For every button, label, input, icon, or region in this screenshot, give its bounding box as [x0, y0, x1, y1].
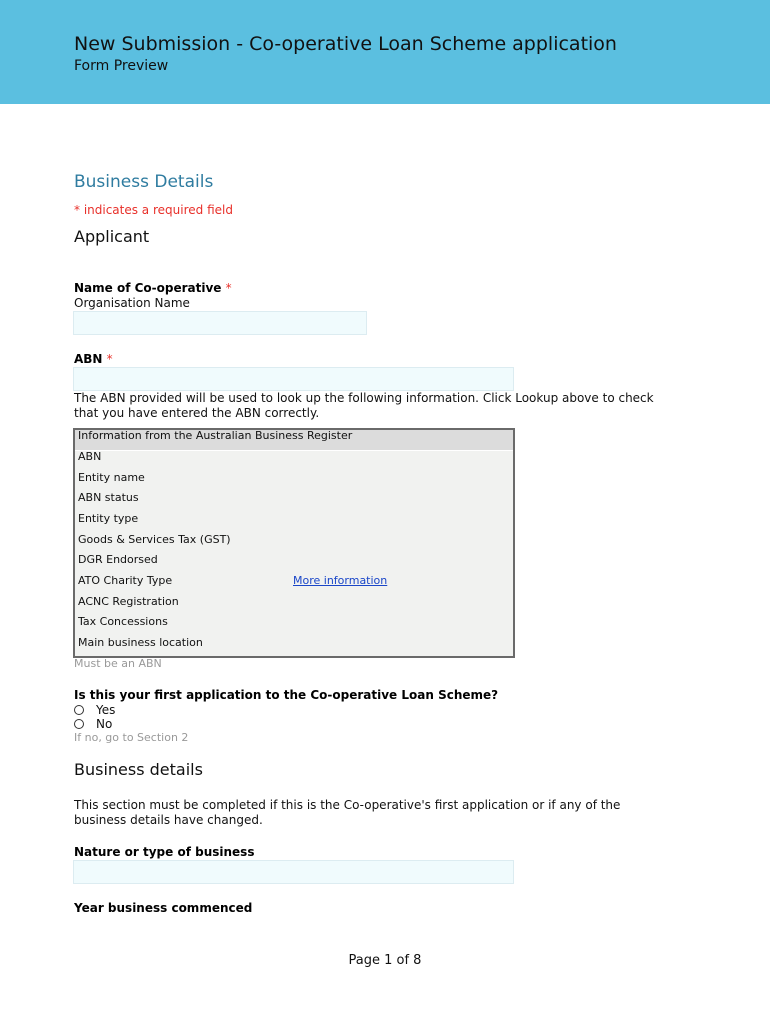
nature-of-business-label: Nature or type of business [74, 845, 255, 859]
abr-row-entity-name: Entity name [78, 471, 145, 484]
nature-of-business-input[interactable] [73, 860, 514, 884]
organisation-name-sublabel: Organisation Name [74, 296, 190, 310]
page-indicator: Page 1 of 8 [348, 953, 422, 968]
coop-name-label-text: Name of Co-operative [74, 281, 222, 295]
abr-row-charity-type: ATO Charity Type [78, 574, 173, 587]
abn-lookup-note: The ABN provided will be used to look up the following information. Click Lookup above to check that you have entered the ABN correctly. [74, 391, 654, 420]
radio-option-no[interactable] [74, 717, 112, 731]
form-title: New Submission - Co-operative Loan Scheme application [74, 33, 617, 55]
abr-row-main-location: Main business location [78, 636, 203, 649]
first-application-question: Is this your first application to the Co-operative Loan Scheme? [74, 688, 499, 702]
abn-input[interactable] [73, 367, 514, 391]
abn-hint: Must be an ABN [74, 657, 162, 670]
business-details-intro: This section must be completed if this is the Co-operative's first application or if any of the business details have changed. [74, 798, 621, 827]
abr-row-acnc: ACNC Registration [78, 595, 179, 608]
abr-panel-header: Information from the Australian Business Register [75, 430, 513, 451]
abr-row-abn-status: ABN status [78, 491, 139, 504]
radio-button[interactable] [74, 705, 84, 715]
coop-name-input[interactable] [73, 311, 367, 335]
business-details-heading: Business details [74, 760, 203, 779]
page-header [0, 0, 770, 104]
abr-row-gst: Goods & Services Tax (GST) [78, 533, 231, 546]
abr-info-panel [73, 428, 515, 658]
abr-row-dgr: DGR Endorsed [78, 553, 158, 566]
required-marker: * [106, 352, 113, 366]
first-application-hint: If no, go to Section 2 [74, 731, 189, 744]
more-information-link[interactable]: More information [293, 574, 388, 587]
coop-name-label [74, 281, 232, 295]
abn-label [74, 352, 113, 366]
year-commenced-label: Year business commenced [74, 901, 253, 915]
form-subtitle: Form Preview [74, 58, 169, 74]
radio-label-yes: Yes [96, 703, 116, 717]
abr-row-tax-concessions: Tax Concessions [78, 615, 168, 628]
abr-row-entity-type: Entity type [78, 512, 139, 525]
radio-label-no: No [96, 717, 113, 731]
abr-row-abn: ABN [78, 450, 102, 463]
required-note: * indicates a required field [74, 203, 233, 217]
required-marker: * [225, 281, 232, 295]
applicant-heading: Applicant [74, 227, 150, 246]
radio-button[interactable] [74, 719, 84, 729]
radio-option-yes[interactable] [74, 703, 115, 717]
abn-label-text: ABN [74, 352, 103, 366]
section-title: Business Details [74, 172, 214, 192]
